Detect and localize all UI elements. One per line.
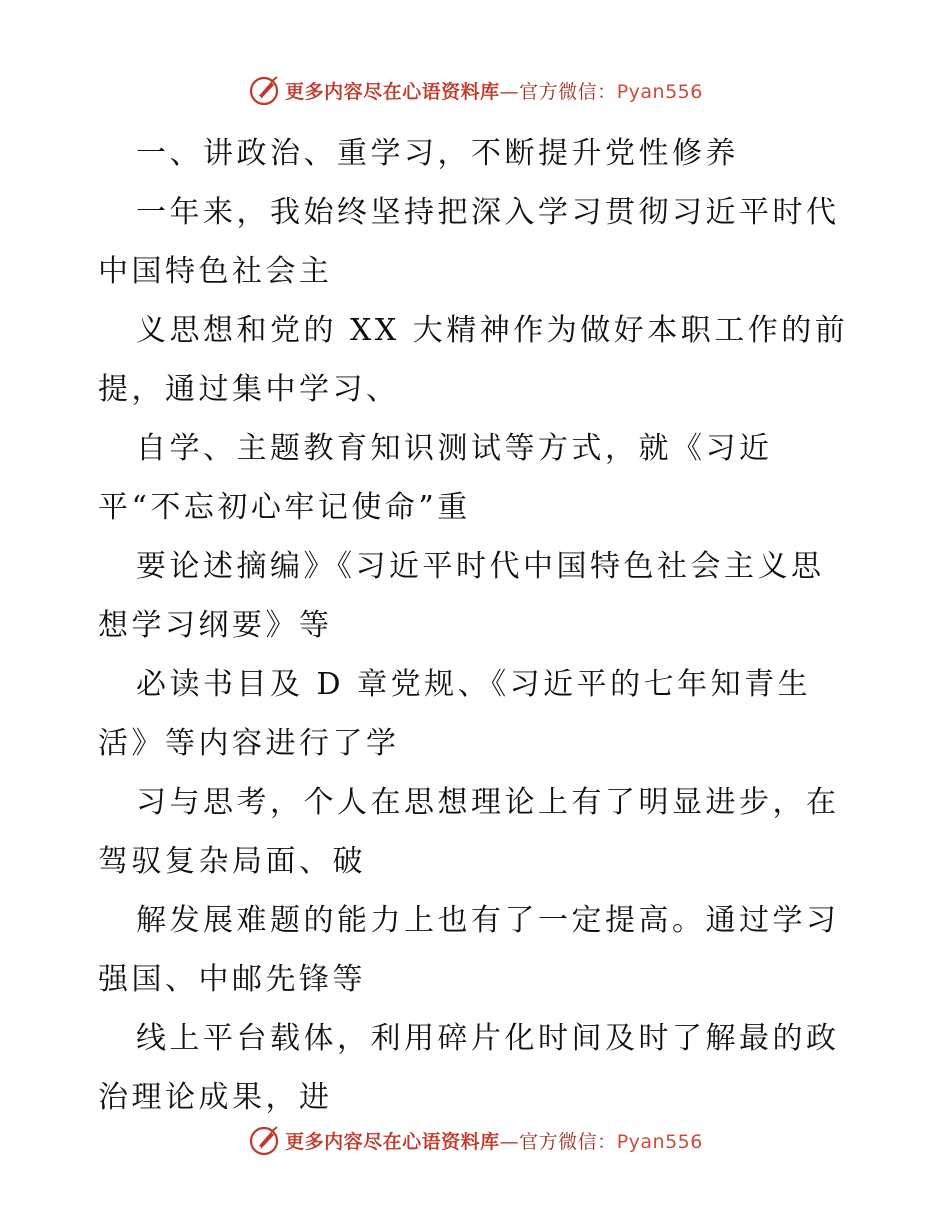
- text-line: 强国、中邮先锋等: [98, 962, 366, 997]
- text-line: 想学习纲要》等: [98, 608, 333, 643]
- watermark-separator: —: [499, 80, 520, 103]
- text-line: 活》等内容进行了学: [98, 726, 400, 761]
- text-line: 提，通过集中学习、: [98, 372, 400, 407]
- text-line: 自学、主题教育知识测试等方式，就《习近: [136, 431, 773, 466]
- text-line: 必读书目及 D 章党规、《习近平的七年知青生: [136, 667, 812, 702]
- watermark-account-label: 官方微信：: [519, 80, 617, 103]
- watermark-account-id: Pyan556: [616, 1130, 703, 1153]
- quill-pen-logo-icon: [247, 1123, 281, 1157]
- text-line: 解发展难题的能力上也有了一定提高。通过学习: [136, 903, 840, 938]
- text-line: 中国特色社会主: [98, 254, 333, 289]
- text-line: 一、讲政治、重学习，不断提升党性修养: [136, 136, 739, 171]
- document-body: [98, 124, 858, 1127]
- footer-watermark: [0, 1120, 950, 1160]
- watermark-account-label: 官方微信：: [519, 1130, 617, 1153]
- text-line: 治理论成果，进: [98, 1080, 333, 1115]
- text-line: 习与思考，个人在思想理论上有了明显进步，在: [136, 785, 840, 820]
- text-line: 要论述摘编》《习近平时代中国特色社会主义思: [136, 549, 825, 584]
- text-line: 线上平台载体，利用碎片化时间及时了解最的政: [136, 1021, 840, 1056]
- watermark-account-id: Pyan556: [616, 80, 703, 103]
- watermark-separator: —: [499, 1130, 520, 1153]
- quill-pen-logo-icon: [247, 73, 281, 107]
- header-watermark: [0, 70, 950, 110]
- text-line: 义思想和党的 XX 大精神作为做好本职工作的前: [136, 313, 849, 348]
- watermark-site: 更多内容尽在心语资料库: [285, 1130, 500, 1153]
- text-line: 一年来，我始终坚持把深入学习贯彻习近平时代: [136, 195, 840, 230]
- text-line: 平“不忘初心牢记使命”重: [98, 490, 471, 525]
- watermark-site: 更多内容尽在心语资料库: [285, 80, 500, 103]
- text-line: 驾驭复杂局面、破: [98, 844, 366, 879]
